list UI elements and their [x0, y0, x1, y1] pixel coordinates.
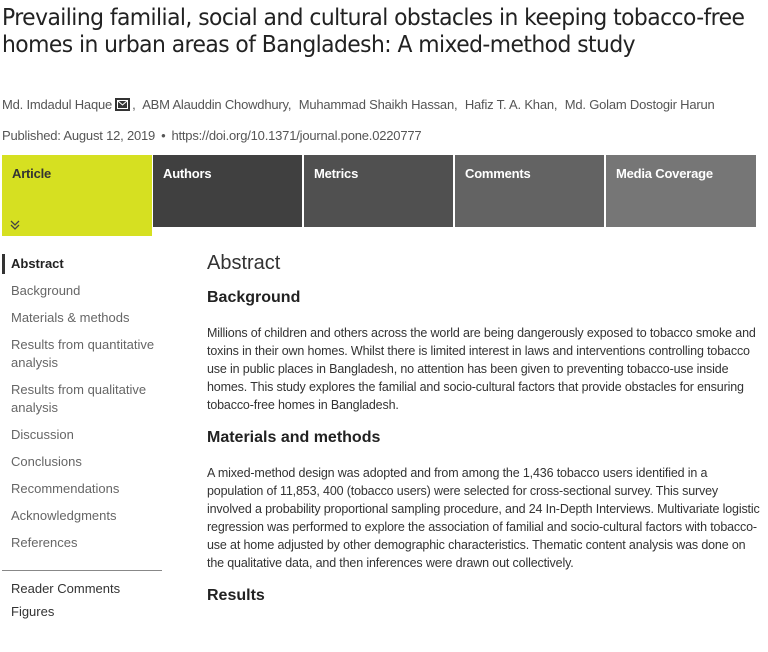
nav-item-results-qualitative[interactable]: Results from qualitative analysis	[11, 382, 147, 415]
nav-item-figures[interactable]: Figures	[11, 604, 55, 619]
author-link[interactable]: Md. Imdadul Haque	[2, 97, 113, 112]
article-title: Prevailing familial, social and cultural obstacles in keeping tobacco-free homes in urban areas of Bangladesh: A mixed-method study	[2, 3, 745, 58]
nav-item-results-quantitative[interactable]: Results from quantitative analysis	[11, 337, 155, 370]
section-heading-background: Background	[207, 289, 301, 306]
nav-item-materials-methods[interactable]: Materials & methods	[11, 310, 130, 325]
nav-item-references[interactable]: References	[11, 535, 78, 550]
nav-divider	[2, 570, 162, 571]
tab-article[interactable]	[2, 155, 152, 236]
tab-label: Comments	[465, 166, 531, 181]
author-link[interactable]: ABM Alauddin Chowdhury	[142, 97, 288, 112]
tab-label: Authors	[163, 166, 212, 181]
author-link[interactable]: Hafiz T. A. Khan	[464, 97, 554, 112]
bullet-separator: •	[161, 128, 166, 143]
section-heading-results: Results	[207, 587, 265, 604]
author-link[interactable]: Md. Golam Dostogir Harun	[564, 97, 715, 112]
tab-label: Article	[12, 166, 52, 181]
nav-item-reader-comments[interactable]: Reader Comments	[11, 581, 121, 596]
email-icon[interactable]	[115, 98, 130, 111]
doi-link[interactable]: https://doi.org/10.1371/journal.pone.0220777	[171, 128, 422, 143]
nav-item-acknowledgments[interactable]: Acknowledgments	[11, 508, 117, 523]
tab-authors[interactable]	[153, 155, 302, 227]
abstract-heading: Abstract	[207, 252, 281, 274]
nav-item-abstract[interactable]: Abstract	[2, 255, 162, 273]
section-nav	[2, 255, 162, 561]
abstract-content	[207, 252, 762, 622]
materials-methods-text: A mixed-method design was adopted and from among the 1,436 tobacco users identified in a population of 11,853, 400 (tobacco users) were selected for cross-sectional survey. This survey involved a probability proportional sampling procedure, and 24 In-Depth Interviews. Multivariate logistic regression was performed to explore the association of familial and socio-cultural factors with tobacco-use at home adjusted by other demographic characteristics. Thematic content analysis was done on the qualitative data, and then inferences were drawn out collectively.	[207, 466, 760, 570]
tab-label: Media Coverage	[616, 166, 713, 181]
article-tabs	[2, 155, 757, 227]
secondary-nav	[2, 580, 120, 626]
tab-media-coverage[interactable]	[606, 155, 756, 227]
publication-info	[2, 128, 421, 143]
background-text: Millions of children and others across the world are being dangerously exposed to tobacco smoke and toxins in their own homes. Whilst there is limited interest in laws and interventions controlling tobacco use in public places in Bangladesh, no attention has been given to preventing tobacco-use inside homes. This study explores the familial and socio-cultural factors that provide obstacles for ensuring tobacco-free homes in Bangladesh.	[207, 326, 756, 412]
author-list: Md. Imdadul Haque , ABM Alauddin Chowdhury, Muhammad Shaikh Hassan, Hafiz T. A. Khan, Md. Golam Dostogir Harun	[2, 97, 715, 112]
nav-item-recommendations[interactable]: Recommendations	[11, 481, 120, 496]
section-heading-materials-methods: Materials and methods	[207, 429, 381, 446]
published-date: Published: August 12, 2019	[2, 128, 156, 143]
nav-item-background[interactable]: Background	[11, 283, 81, 298]
author-link[interactable]: Muhammad Shaikh Hassan	[298, 97, 454, 112]
tab-metrics[interactable]	[304, 155, 453, 227]
double-chevron-down-icon	[10, 220, 20, 232]
nav-item-discussion[interactable]: Discussion	[11, 427, 74, 442]
tab-comments[interactable]	[455, 155, 604, 227]
nav-item-conclusions[interactable]: Conclusions	[11, 454, 82, 469]
tab-label: Metrics	[314, 166, 359, 181]
